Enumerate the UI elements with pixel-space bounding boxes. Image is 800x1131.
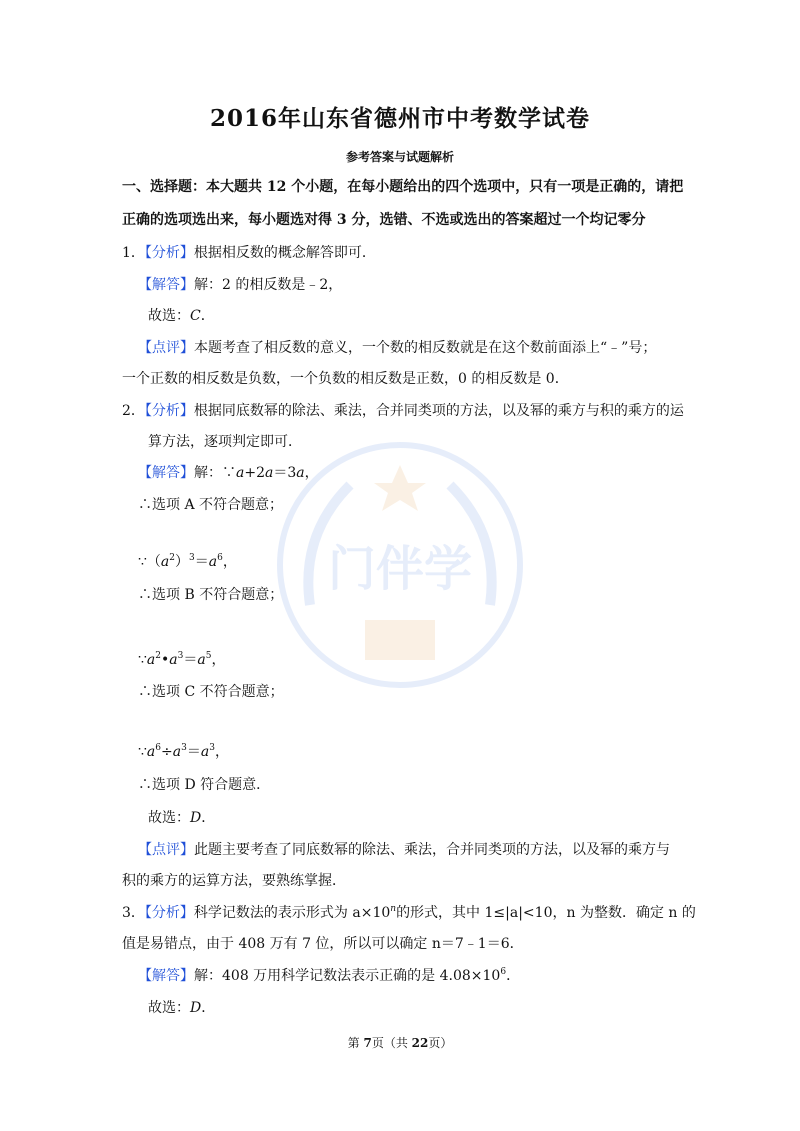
section-heading-line-1: 一、选择题：本大题共 12 个小题，在每小题给出的四个选项中，只有一项是正确的，请把 — [122, 179, 684, 195]
q2-option-d: ∴选项 D 符合题意． — [138, 777, 271, 793]
q3-analysis-line-2: 值是易错点，由于 408 万有 7 位，所以可以确定 n＝7﹣1＝6． — [122, 936, 524, 952]
q1-comment-line-2: 一个正数的相反数是负数，一个负数的相反数是正数，0 的相反数是 0． — [122, 371, 569, 387]
q3-analysis: 3．【分析】科学记数法的表示形式为 $a\times 10^n$的形式，其中 1≤|a|<10，n 为整数．确定 n 的 — [122, 904, 696, 921]
q2-comment-text-1: 此题主要考查了同底数幂的除法、乘法，合并同类项的方法，以及幂的乘方与 — [194, 842, 670, 858]
analysis-tag: 【分析】 — [144, 245, 194, 261]
q1-comment-text-1: 本题考查了相反数的意义，一个数的相反数就是在这个数前面添上“﹣”号； — [194, 340, 657, 356]
q2-choice-label: 故选： — [148, 810, 190, 826]
svg-text:门伴学: 门伴学 — [327, 541, 473, 597]
q3-choice-label: 故选： — [148, 1000, 190, 1016]
footer-current-page: 7 — [363, 1036, 372, 1050]
document-title: 2016年山东省德州市中考数学试卷 — [209, 105, 590, 132]
q2-option-b: ∴选项 B 不符合题意； — [138, 587, 284, 603]
q1-number: 1． — [122, 245, 145, 261]
q2-option-c: ∴选项 C 不符合题意； — [138, 684, 284, 700]
q1-answer — [138, 275, 342, 295]
comment-tag: 【点评】 — [138, 842, 194, 858]
answer-tag: 【解答】 — [138, 968, 194, 984]
q2-comment-line-2: 积的乘方的运算方法，要熟练掌握． — [122, 873, 346, 889]
q1-choice: 故选：C． — [148, 308, 215, 324]
q2-option-a: ∴选项 A 不符合题意； — [138, 497, 284, 513]
page-footer — [0, 1034, 800, 1051]
document-subtitle: 参考答案与试题解析 — [345, 150, 454, 164]
q1-choice-letter: C — [190, 308, 201, 324]
analysis-tag: 【分析】 — [144, 905, 194, 921]
q1-analysis-text: 根据相反数的概念解答即可． — [193, 245, 376, 261]
q3-choice-letter: D — [190, 1000, 202, 1016]
q3-number: 3． — [122, 905, 145, 921]
q2-choice: 故选：D． — [148, 810, 216, 826]
q1-comment — [138, 338, 656, 358]
q2-answer: 【解答】解：∵a+2a＝3a， — [138, 465, 319, 481]
footer-total-pages: 22 — [411, 1036, 429, 1050]
answer-tag: 【解答】 — [138, 277, 194, 293]
footer-prefix: 第 — [347, 1036, 364, 1050]
footer-middle: 页（共 — [371, 1036, 412, 1050]
q1-choice-label: 故选： — [148, 308, 190, 324]
analysis-tag: 【分析】 — [144, 403, 194, 419]
q3-choice: 故选：D． — [148, 1000, 216, 1016]
footer-suffix: 页） — [428, 1036, 453, 1050]
q3-answer-text: 解：408 万用科学记数法表示正确的是 4.08×10 — [194, 968, 501, 984]
q2-formula-d: $\because a^6\div a^3=a^3$， — [138, 743, 229, 760]
q2-analysis — [122, 401, 684, 421]
q1-answer-text: 解：2 的相反数是﹣2， — [194, 277, 343, 293]
q3-answer — [138, 966, 520, 986]
q2-formula-c: $\because a^2•a^3=a^5$， — [138, 651, 226, 668]
q2-answer-prefix: 解：∵ — [194, 465, 236, 481]
section-heading-line-2: 正确的选项选出来，每小题选对得 3 分，选错、不选或选出的答案超过一个均记零分 — [122, 212, 646, 228]
q3-analysis-text-a: 科学记数法的表示形式为 a×10 — [193, 905, 391, 921]
q2-choice-letter: D — [190, 810, 202, 826]
q2-number: 2． — [122, 403, 145, 419]
q2-analysis-line-2: 算方法，逐项判定即可． — [148, 434, 302, 450]
q2-analysis-text-1: 根据同底数幂的除法、乘法，合并同类项的方法，以及幂的乘方与积的乘方的运 — [193, 403, 684, 419]
q3-answer-exponent: 6 — [500, 967, 507, 977]
q3-analysis-text-b: 的形式，其中 1≤|a|<10，n 为整数．确定 n 的 — [396, 905, 696, 921]
comment-tag: 【点评】 — [138, 340, 194, 356]
q3-answer-end: ． — [506, 968, 521, 984]
q1-analysis — [122, 243, 376, 263]
answer-tag: 【解答】 — [138, 465, 194, 481]
q2-comment — [138, 840, 670, 860]
q2-formula-b: $\because(a^2)^3=a^6$， — [138, 553, 237, 570]
